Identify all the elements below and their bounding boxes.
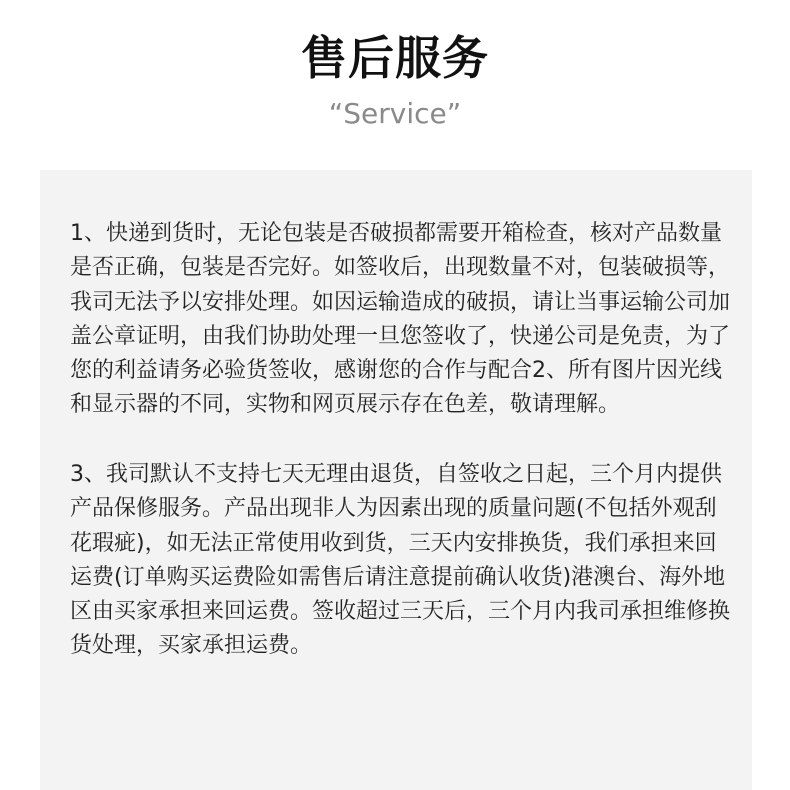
page-subtitle: “Service” xyxy=(328,97,462,130)
terms-paragraph-1: 1、快递到货时，无论包装是否破损都需要开箱检查，核对产品数量是否正确，包装是否完好。如签收后，出现数量不对，包装破损等，我司无法予以安排处理。如因运输造成的破损，请让当事运输公司加盖公章证明，由我们协助处理一旦您签收了，快递公司是免责，为了您的利益请务必验货签收，感谢您的合作与配合2、所有图片因光线和显示器的不同，实物和网页展示存在色差，敬请理解。 xyxy=(70,221,731,418)
page-title: 售后服务 xyxy=(301,31,489,85)
terms-paragraph-2: 3、我司默认不支持七天无理由退货，自签收之日起，三个月内提供产品保修服务。产品出现非人为因素出现的质量问题(不包括外观刮花瑕疵)，如无法正常使用收到货，三天内安排换货，我们承担来回运费(订单购买运费险如需售后请注意提前确认收货)港澳台、海外地区由买家承担来回运费。签收超过三天后，三个月内我司承担维修换货处理，买家承担运费。 xyxy=(70,462,731,659)
service-terms-panel xyxy=(40,170,752,790)
